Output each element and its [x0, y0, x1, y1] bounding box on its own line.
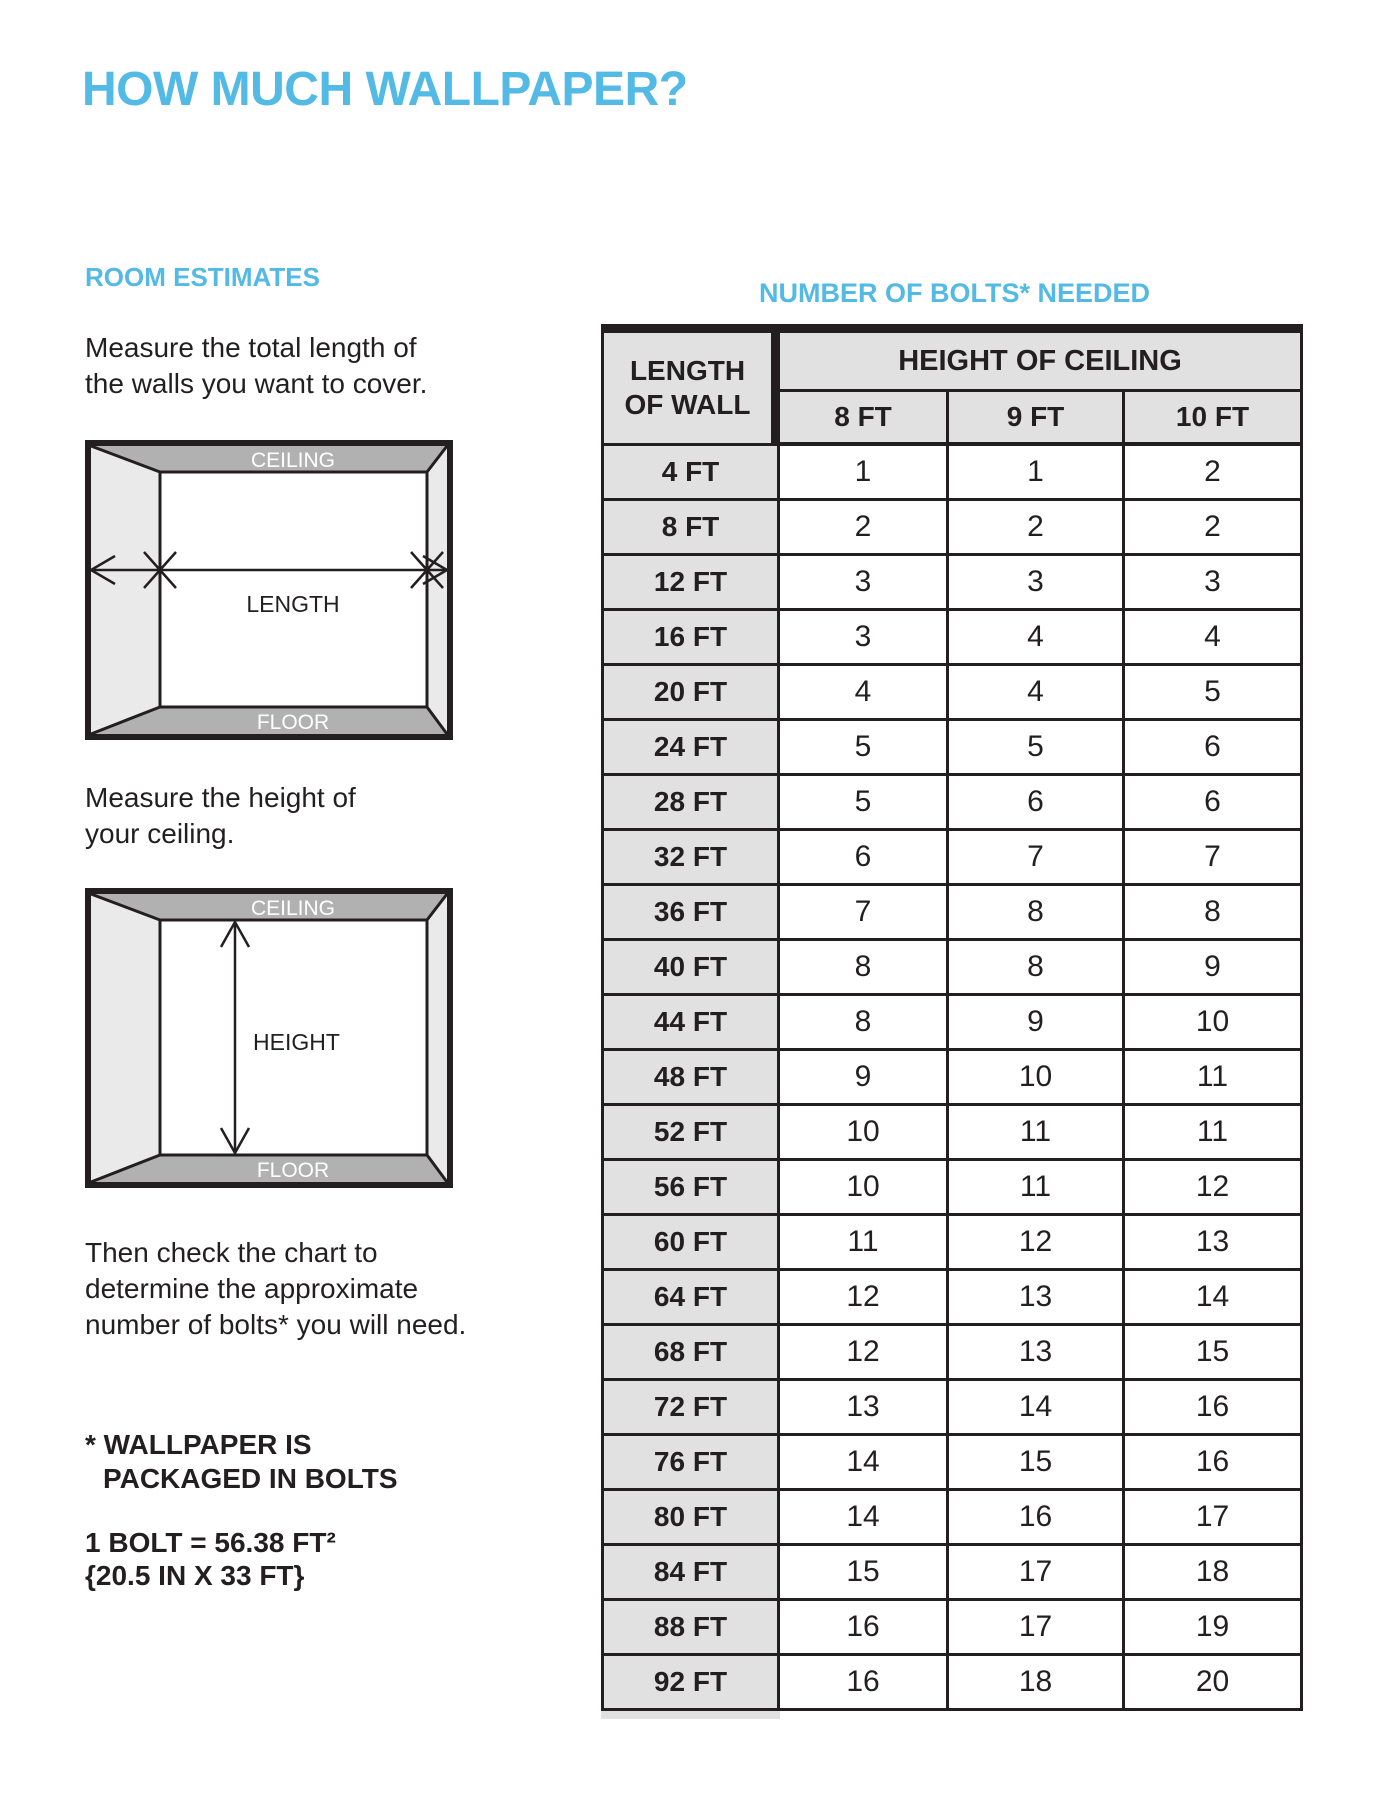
- table-row: [604, 1216, 1303, 1271]
- wall-length-cell: 44 FT: [604, 996, 780, 1051]
- bolt-count-cell: 8: [780, 941, 949, 996]
- bolt-count-cell: 8: [949, 941, 1125, 996]
- wall-length-cell: 60 FT: [604, 1216, 780, 1271]
- bolt-count-cell: 15: [1125, 1326, 1303, 1381]
- instruction-line: Measure the total length of: [85, 332, 417, 363]
- table-row: [604, 721, 1303, 776]
- bolt-count-cell: 12: [1125, 1161, 1303, 1216]
- bolt-dimensions-line: {20.5 IN X 33 FT}: [85, 1560, 305, 1591]
- table-row: [604, 1161, 1303, 1216]
- bolt-count-cell: 11: [949, 1161, 1125, 1216]
- bolt-count-cell: 9: [1125, 941, 1303, 996]
- wall-length-cell: 72 FT: [604, 1381, 780, 1436]
- table-row: [604, 1601, 1303, 1656]
- bolt-count-cell: 5: [949, 721, 1125, 776]
- instruction-line: the walls you want to cover.: [85, 368, 428, 399]
- wall-length-cell: 64 FT: [604, 1271, 780, 1326]
- bolt-count-cell: 12: [780, 1326, 949, 1381]
- table-row: [604, 446, 1303, 501]
- wall-length-cell: 92 FT: [604, 1656, 780, 1711]
- table-row: [604, 556, 1303, 611]
- bolt-count-cell: 12: [780, 1271, 949, 1326]
- bolt-count-cell: 11: [949, 1106, 1125, 1161]
- bolt-count-cell: 11: [1125, 1106, 1303, 1161]
- bolt-count-cell: 10: [1125, 996, 1303, 1051]
- table-row: [604, 666, 1303, 721]
- bolt-count-cell: 4: [949, 666, 1125, 721]
- bolt-count-cell: 16: [780, 1601, 949, 1656]
- table-row: [604, 886, 1303, 941]
- ceiling-label: CEILING: [250, 449, 336, 472]
- bolt-count-cell: 2: [1125, 446, 1303, 501]
- bolt-table-body: [604, 446, 1303, 1711]
- bolt-count-cell: 13: [1125, 1216, 1303, 1271]
- table-row: [604, 1656, 1303, 1711]
- bolt-count-cell: 13: [949, 1271, 1125, 1326]
- length-label: LENGTH: [246, 591, 340, 617]
- instruction-measure-length: [85, 330, 427, 402]
- wall-length-cell: 52 FT: [604, 1106, 780, 1161]
- table-row: [604, 1491, 1303, 1546]
- table-row: [604, 1051, 1303, 1106]
- page-title: HOW MUCH WALLPAPER?: [82, 63, 688, 116]
- bolt-table-head: [604, 333, 1303, 446]
- bolt-count-cell: 20: [1125, 1656, 1303, 1711]
- ceiling-label: CEILING: [250, 897, 336, 920]
- instruction-check-chart: [85, 1235, 466, 1343]
- bolts-needed-table: [601, 324, 1303, 1711]
- bolt-count-cell: 16: [780, 1656, 949, 1711]
- bolt-count-cell: 5: [1125, 666, 1303, 721]
- bolt-count-cell: 17: [949, 1601, 1125, 1656]
- instruction-line: your ceiling.: [85, 818, 235, 849]
- table-row: [604, 1436, 1303, 1491]
- wall-length-cell: 28 FT: [604, 776, 780, 831]
- header-row-ceiling: [604, 333, 1303, 392]
- bolt-count-cell: 11: [780, 1216, 949, 1271]
- floor-label: FLOOR: [256, 711, 330, 734]
- bolt-count-cell: 14: [780, 1436, 949, 1491]
- bolt-count-cell: 1: [780, 446, 949, 501]
- height-col-10ft: 10 FT: [1125, 392, 1303, 446]
- bolt-count-cell: 5: [780, 776, 949, 831]
- bolt-size-line: 1 BOLT = 56.38 FT²: [85, 1527, 336, 1558]
- instruction-line: number of bolts* you will need.: [85, 1309, 467, 1340]
- bolt-count-cell: 11: [1125, 1051, 1303, 1106]
- bolt-count-cell: 10: [780, 1106, 949, 1161]
- bolts-table: [601, 324, 1303, 1711]
- table-row: [604, 1106, 1303, 1161]
- back-wall: [160, 472, 427, 707]
- wall-length-cell: 4 FT: [604, 446, 780, 501]
- height-label: HEIGHT: [253, 1029, 340, 1055]
- height-col-8ft: 8 FT: [780, 392, 949, 446]
- table-row: [604, 996, 1303, 1051]
- bolt-count-cell: 9: [949, 996, 1125, 1051]
- wall-length-cell: 56 FT: [604, 1161, 780, 1216]
- length-header-line: LENGTH: [629, 355, 746, 386]
- height-col-9ft: 9 FT: [949, 392, 1125, 446]
- bolt-count-cell: 12: [949, 1216, 1125, 1271]
- bolt-count-cell: 19: [1125, 1601, 1303, 1656]
- bolt-count-cell: 13: [949, 1326, 1125, 1381]
- bolt-count-cell: 14: [949, 1381, 1125, 1436]
- footnote-line: PACKAGED IN BOLTS: [103, 1463, 398, 1494]
- wall-length-cell: 80 FT: [604, 1491, 780, 1546]
- table-row: [604, 1326, 1303, 1381]
- right-wall: [427, 446, 447, 734]
- height-of-ceiling-header: HEIGHT OF CEILING: [780, 333, 1303, 392]
- table-row: [604, 611, 1303, 666]
- bolt-count-cell: 3: [949, 556, 1125, 611]
- bolt-count-cell: 4: [780, 666, 949, 721]
- bolt-count-cell: 4: [949, 611, 1125, 666]
- footnote-line: * WALLPAPER IS: [85, 1429, 312, 1460]
- wall-length-cell: 76 FT: [604, 1436, 780, 1491]
- wall-length-cell: 40 FT: [604, 941, 780, 996]
- bolt-count-cell: 16: [949, 1491, 1125, 1546]
- bolt-count-cell: 18: [949, 1656, 1125, 1711]
- bolt-count-cell: 6: [1125, 776, 1303, 831]
- bolt-count-cell: 17: [1125, 1491, 1303, 1546]
- table-row: [604, 776, 1303, 831]
- bolt-count-cell: 7: [1125, 831, 1303, 886]
- bolt-count-cell: 7: [780, 886, 949, 941]
- table-row: [604, 1271, 1303, 1326]
- bolt-count-cell: 4: [1125, 611, 1303, 666]
- bolt-count-cell: 15: [949, 1436, 1125, 1491]
- table-row: [604, 1546, 1303, 1601]
- bolt-count-cell: 13: [780, 1381, 949, 1436]
- bolt-count-cell: 6: [780, 831, 949, 886]
- left-wall: [91, 894, 160, 1182]
- right-wall: [427, 894, 447, 1182]
- wall-length-cell: 36 FT: [604, 886, 780, 941]
- wall-length-cell: 12 FT: [604, 556, 780, 611]
- room-length-diagram: [85, 440, 453, 740]
- bolt-count-cell: 14: [780, 1491, 949, 1546]
- bolt-count-cell: 5: [780, 721, 949, 776]
- bolt-count-cell: 10: [780, 1161, 949, 1216]
- bolt-count-cell: 18: [1125, 1546, 1303, 1601]
- instruction-line: Then check the chart to: [85, 1237, 378, 1268]
- bolt-count-cell: 10: [949, 1051, 1125, 1106]
- bolt-count-cell: 3: [1125, 556, 1303, 611]
- bolt-count-cell: 3: [780, 611, 949, 666]
- wall-length-cell: 48 FT: [604, 1051, 780, 1106]
- bolt-count-cell: 8: [1125, 886, 1303, 941]
- bolt-count-cell: 3: [780, 556, 949, 611]
- instruction-measure-height: [85, 780, 356, 852]
- bolt-count-cell: 8: [949, 886, 1125, 941]
- table-row: [604, 831, 1303, 886]
- bolt-count-cell: 14: [1125, 1271, 1303, 1326]
- wall-length-cell: 24 FT: [604, 721, 780, 776]
- length-header-line: OF WALL: [624, 389, 751, 420]
- table-row: [604, 941, 1303, 996]
- bolt-count-cell: 15: [780, 1546, 949, 1601]
- wall-length-cell: 88 FT: [604, 1601, 780, 1656]
- bolt-count-cell: 2: [1125, 501, 1303, 556]
- wall-length-cell: 8 FT: [604, 501, 780, 556]
- bolt-count-cell: 7: [949, 831, 1125, 886]
- table-bottom-tab: [601, 1711, 780, 1719]
- bolt-count-cell: 1: [949, 446, 1125, 501]
- wall-length-cell: 84 FT: [604, 1546, 780, 1601]
- bolt-count-cell: 16: [1125, 1436, 1303, 1491]
- bolt-count-cell: 16: [1125, 1381, 1303, 1436]
- bolts-table-title: NUMBER OF BOLTS* NEEDED: [758, 278, 1150, 308]
- bolt-count-cell: 6: [1125, 721, 1303, 776]
- wall-length-cell: 68 FT: [604, 1326, 780, 1381]
- wall-length-cell: 16 FT: [604, 611, 780, 666]
- bolt-count-cell: 17: [949, 1546, 1125, 1601]
- table-row: [604, 1381, 1303, 1436]
- wall-length-cell: 32 FT: [604, 831, 780, 886]
- instruction-line: determine the approximate: [85, 1273, 419, 1304]
- bolt-count-cell: 2: [949, 501, 1125, 556]
- bolt-count-cell: 2: [780, 501, 949, 556]
- length-of-wall-header: [604, 333, 780, 446]
- bolt-definition: [85, 1526, 336, 1592]
- table-row: [604, 501, 1303, 556]
- left-wall: [91, 446, 160, 734]
- instruction-line: Measure the height of: [85, 782, 356, 813]
- bolt-count-cell: 6: [949, 776, 1125, 831]
- floor-label: FLOOR: [256, 1159, 330, 1182]
- bolt-count-cell: 9: [780, 1051, 949, 1106]
- room-estimates-heading: ROOM ESTIMATES: [85, 262, 320, 292]
- bolts-footnote: [85, 1428, 398, 1496]
- bolt-count-cell: 8: [780, 996, 949, 1051]
- room-height-diagram: [85, 888, 453, 1188]
- wall-length-cell: 20 FT: [604, 666, 780, 721]
